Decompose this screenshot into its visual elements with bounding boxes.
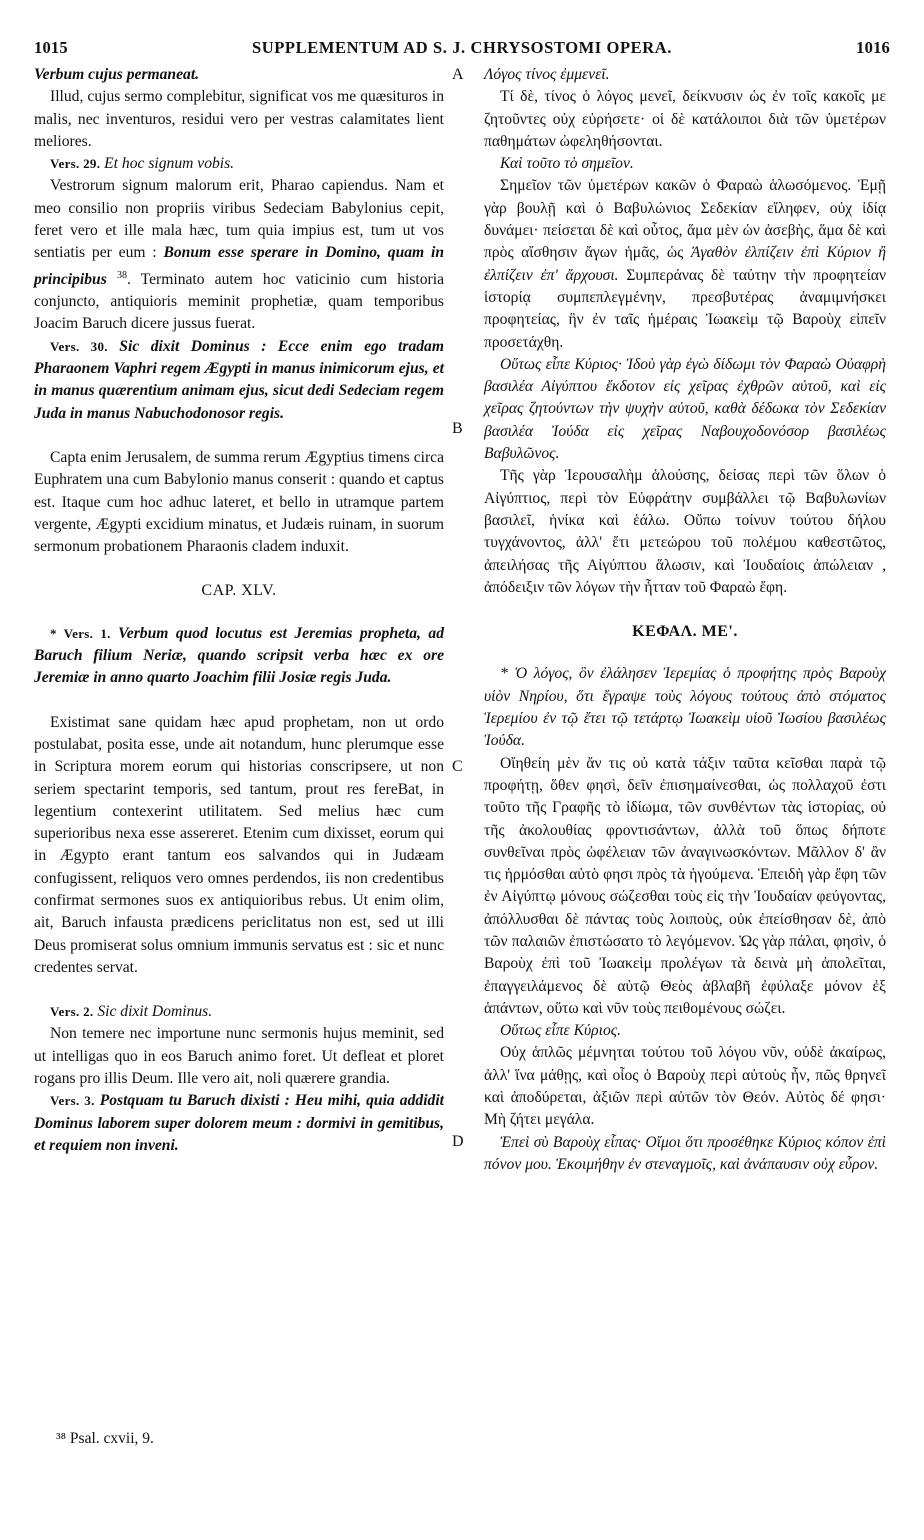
greek-paragraph: Τί δὲ, τίνος ὁ λόγος μενεῖ, δείκνυσιν ὡς ἐν τοῖς κακοῖς με ζητοῦντες οὐχ εὑρήσετε· οἱ δὲ κατάλοιποι διὰ τῶν ὑμετέρων παθημάτων ὠφεληθήσονται. (484, 88, 886, 150)
latin-verse (34, 336, 444, 425)
latin-paragraph (34, 175, 444, 335)
latin-paragraph: Illud, cujus sermo complebitur, significat vos me quæsituros in malis, nec inventuros, residui vero per vestras calamitates lient meliores. (34, 88, 444, 150)
greek-lemma: Καὶ τοῦτο τὸ σημεῖον. (500, 155, 634, 173)
latin-paragraph: Existimat sane quidam hæc apud prophetam, non ut ordo postulabat, posita esse, unde ait notandum, hunc plerumque esse in Scriptura morem eorum qui historias conscripsere, ut non seriem spectarint temporis, sed tantum, prout res fereBat, in legentium contexerint utilitatem. Sed melius hæc cum superioribus nexa esse assereret. Etenim cum dixisset, eorum qui in Ægypto erant tantum eos salvandos qui in Judæam confugissent, reliquos vero omnes perdendos, iis non credentibus confirmat sermones suos ex antiquioribus rebus. Ut enim olim, ait, Baruch infausta prædicens periclitatus non est, sed ut illi Deus promiserat solus omnium immunis servatus est : sic et nunc credentes servat. (34, 713, 444, 976)
running-title: SUPPLEMENTUM AD S. J. CHRYSOSTOMI OPERA. (251, 38, 673, 57)
page-number-left: 1015 (34, 38, 68, 57)
latin-verse (34, 153, 444, 175)
paragraph-text: . Terminato autem hoc vaticinio cum historia conjuncto, antiquioris meminit prophetiæ, quam temporibus Joacim Baruch dicere jussus fuerat. (34, 270, 444, 333)
chapter-heading-latin: CAP. XLV. (201, 582, 277, 600)
verse-text: Sic dixit Dominus : Ecce enim ego tradam Pharaonem Vaphri regem Ægypti in manus inimicorum ejus, et in manus quærentium animam ejus, sicut dedi Sedeciam regem Juda in manus Nabuchodonosor regis. (34, 337, 444, 422)
greek-lemma: Οὕτως εἶπε Κύριος. (500, 1022, 621, 1040)
verse-text: Et hoc signum vobis. (100, 155, 235, 173)
verse-label: Vers. 30. (50, 338, 108, 354)
greek-paragraph: Οὐχ ἁπλῶς μέμνηται τούτου τοῦ λόγου νῦν, οὐδὲ ἀκαίρως, ἀλλ' ἵνα μάθῃς, καὶ οἷος ὁ Βαροὺχ περὶ αὐτοὺς ἦν, πῶς θρηνεῖ καὶ ἀποδύρεται, ἀξιῶν περὶ αὐτῶν τὸν Θεόν. Αὐτὸς δέ φησι· Μὴ ζήτει μεγάλα. (484, 1044, 886, 1129)
verse-label: Vers. 29. (50, 156, 101, 172)
latin-verse (34, 1001, 444, 1023)
page-header (34, 36, 890, 60)
latin-column (34, 64, 444, 1157)
footnote-ref: 38 (116, 269, 127, 281)
chapter-heading-greek: ΚΕΦΑΛ. ΜΕ'. (632, 623, 738, 641)
greek-verse: Οὕτως εἶπε Κύριος· Ἰδοὺ γὰρ ἐγὼ δίδωμι τὸν Φαραὼ Οὐαφρὴ βασιλέα Αἰγύπτου ἔκδοτον εἰς χεῖρας ἐχθρῶν αὐτοῦ, καὶ εἰς χεῖρας ζητούντων τὴν ψυχὴν αὐτοῦ, καθὰ δέδωκα τὸν Σεδεκίαν βασιλέα Ἰούδα εἰς χεῖρας Ναβουχοδονόσορ βασιλέως Βαβυλῶνος. (484, 355, 886, 463)
footnote: ³⁸ Psal. cxvii, 9. (56, 1430, 154, 1447)
margin-marker-d: D (452, 1133, 464, 1150)
greek-verse: Ἐπεὶ σὺ Βαροὺχ εἶπας· Οἴμοι ὅτι προσέθηκε Κύριος κόπον ἐπὶ πόνον μου. Ἐκοιμήθην ἐν στεναγμοῖς, καὶ ἀνάπαυσιν οὐχ εὗρον. (484, 1133, 886, 1173)
verse-label: Vers. 2. (50, 1004, 94, 1020)
verse-text: Sic dixit Dominus. (93, 1003, 213, 1021)
margin-marker-c: C (452, 758, 463, 775)
verse-text: Verbum quod locutus est Jeremias propheta, ad Baruch filium Neriæ, quando scripsit verba hæc ex ore Jeremiæ in anno quarto Joachim filii Josiæ regis Juda. (34, 624, 444, 687)
scripture-quote: Bonum esse sperare in Domino, quam in principibus (34, 244, 444, 288)
scripture-quote: Ἀγαθὸν ἐλπίζειν ἐπὶ Κύριον ἢ ἐλπίζειν ἐπ' ἄρχουσι. (484, 244, 886, 284)
verse-label: * Vers. 1. (50, 625, 111, 641)
greek-paragraph (484, 175, 886, 353)
greek-paragraph: Οἴηθείη μὲν ἄν τις οὐ κατὰ τάξιν ταῦτα κεῖσθαι παρὰ τῷ προφήτῃ, ὅθεν φησὶ, δεῖν ἐπισημαίνεσθαι, ὡς πολλαχοῦ ἐστι τοῦτο τῆς Γραφῆς τὸ ἰδίωμα, τῶν συνθέντων τὰς ἱστορίας, οὐ τῆς ἀκολουθίας φροντισάντων, ἀλλὰ τοῦ ὅπως δήποτε συνθεῖναι πρὸς ὠφέλειαν τῶν ἀναγινωσκόντων. Μᾶλλον δ' ἂν τις ἡρμόσθαι αὐτὸ φησι πρὸς τὰ ἡγούμενα. Ἐπειδὴ γὰρ ἔφη τῶν ἐν Αἰγύπτῳ μόνους σώζεσθαι τοὺς εἰς τὴν Ἰουδαίαν φεύγοντας, ἀπόλλυσθαι δὲ πάντας τοὺς λοιποὺς, οὐκ ἐπείσθησαν δὲ, ἀπὸ τῶν παλαιῶν ἐπιστώσατο τὸ λεγόμενον. Ὡς γὰρ πάλαι, φησὶν, ὁ Βαροὺχ ἐπὶ τοῦ Ἰωακεὶμ προλέγων τὰ δεινὰ μὴ ἀπολεῖται, ἐπαγγειλάμενος δὲ αὐτῷ Θεὸς ἀβλαβῆ ἐφύλαξε μόνον ἐξ ἁπάντων, οὕτω καὶ νῦν τοὺς πειθομένους σώζει. (484, 754, 886, 1017)
latin-lemma: Verbum cujus permaneat. (34, 66, 200, 83)
margin-marker-b: B (452, 420, 463, 437)
verse-text: Postquam tu Baruch dixisti : Heu mihi, quia addidit Dominus laborem super dolorem meum : dormivi in gemitibus, et requiem non inveni. (34, 1092, 444, 1154)
latin-verse (34, 623, 444, 690)
greek-verse: * Ὁ λόγος, ὃν ἐλάλησεν Ἱερεμίας ὁ προφήτης πρὸς Βαροὺχ υἱὸν Νηρίου, ὅτι ἔγραψε τοὺς λόγους τούτους ἀπὸ στόματος Ἱερεμίου ἐν τῷ ἔτει τῷ τετάρτῳ Ἰωακεὶμ υἱοῦ Ἰωσίου βασιλέως Ἰούδα. (484, 665, 886, 750)
greek-lemma: Λόγος τίνος ἐμμενεῖ. (484, 66, 610, 83)
page-number-right: 1016 (856, 38, 890, 57)
greek-paragraph: Τῆς γὰρ Ἱερουσαλὴμ ἁλούσης, δείσας περὶ τῶν ὅλων ὁ Αἰγύπτιος, περὶ τὸν Εὐφράτην συμβάλλει τῷ Βαβυλωνίων βασιλεῖ, ἡνίκα καὶ ἑάλω. Οὔπω τοίνυν τούτου δήλου τυγχάνοντος, ἀλλ' ἔτι μετεώρου τοῦ πολέμου καθεστῶτος, ἀπειλήσας τῆς Αἰγύπτου ἅλωσιν, καὶ Ἰουδαίοις ἀπώλειαν , ἀπόδειξιν τῶν λόγων τὴν ἧτταν τοῦ Φαραὼ ἔφη. (484, 467, 886, 596)
paragraph-text: Συμπεράνας δὲ ταύτην τὴν προφητείαν ἱστορίᾳ συμπεπλεγμένην, πρεσβυτέρας ἀναμιμνήσκει προφητείας, ἣν ἐν ταῖς ἡμέραις Ἰωακεὶμ τῷ Βαροὺχ εἰπεῖν προσετάχθη. (484, 266, 886, 351)
paragraph-text: Σημεῖον τῶν ὑμετέρων κακῶν ὁ Φαραὼ ἁλωσόμενος. Ἐμῇ γὰρ βουλῇ καὶ ὁ Βαβυλώνιος Σεδεκίαν εἴληφεν, οὐχ ἰδίᾳ δυνάμει· πείσεται δὲ καὶ οὗτος, ἅμα μὲν ὡν ἀσεβὴς, ἅμα δὲ καὶ πρὸς αἴσθησιν ἄγων ἡμᾶς, ὡς (484, 177, 886, 262)
latin-paragraph: Capta enim Jerusalem, de summa rerum Ægyptius timens circa Euphratem una cum Babylonio manus conserit : quando et captus est. Itaque cum hoc adhuc lateret, et bello in utramque partem vergente, Ægypti excidium minatus, et Judæis ruinam, in suorum sermonum probationem Pharaonis cladem induxit. (34, 448, 444, 556)
paragraph-text: Vestrorum signum malorum erit, Pharao capiendus. Nam et meo consilio non propriis viribus Sedeciam Babylonius cepit, feret vero et ille mala hæc, tum quia impius est, tum ut vos sentiatis per eum : (34, 177, 444, 262)
latin-paragraph: Non temere nec importune nunc sermonis hujus meminit, sed ut intelligas quo in eos Baruch animo foret. Ut defleat et ploret rogans pro illis Deum. Ille vero ait, noli quærere grandia. (34, 1025, 444, 1088)
greek-column (484, 64, 886, 1176)
margin-marker-a: A (452, 66, 464, 83)
latin-verse (34, 1090, 444, 1157)
verse-label: Vers. 3. (50, 1093, 95, 1109)
